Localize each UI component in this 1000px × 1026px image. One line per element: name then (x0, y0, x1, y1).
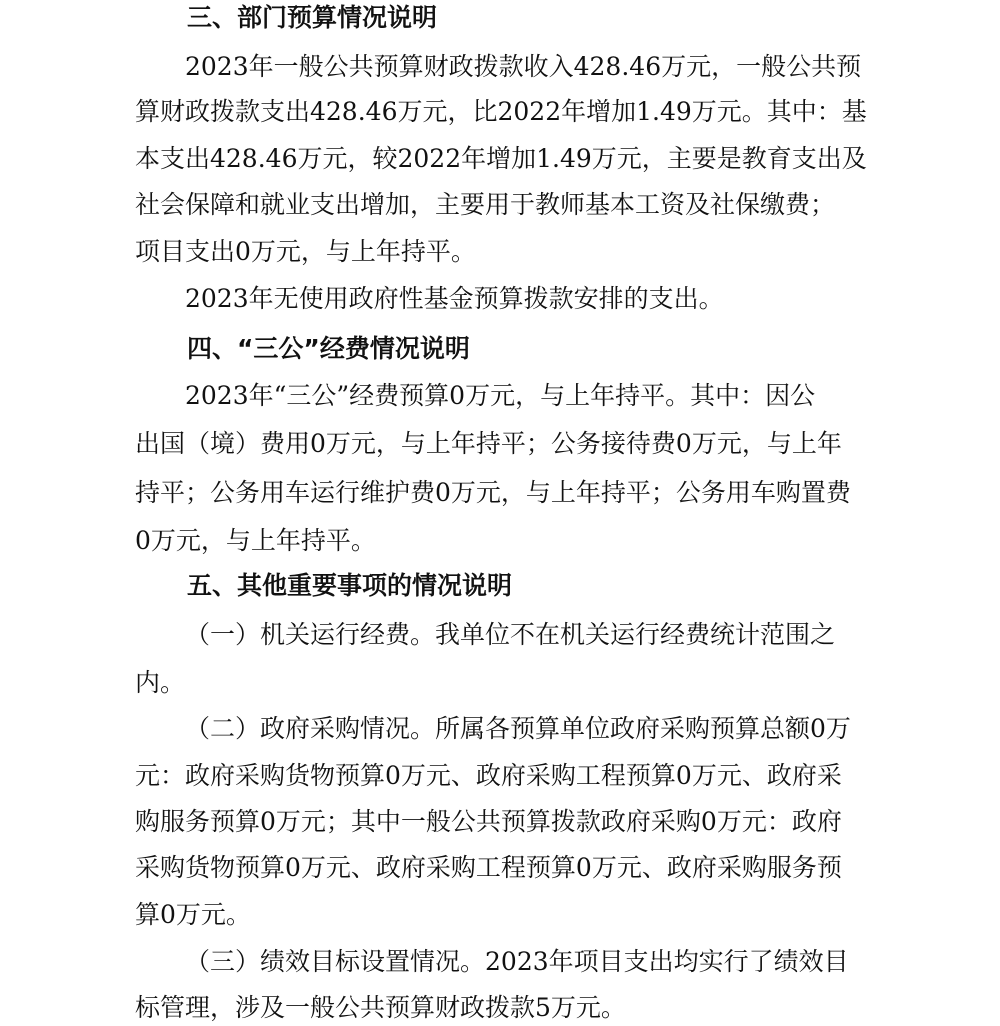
paragraph-line: （三）绩效目标设置情况。2023年项目支出均实行了绩效目 (185, 947, 849, 976)
paragraph-line: 0万元，与上年持平。 (135, 526, 376, 555)
paragraph-line: 2023年一般公共预算财政拨款收入428.46万元，一般公共预 (185, 52, 862, 81)
paragraph-line: 标管理，涉及一般公共预算财政拨款5万元。 (135, 993, 626, 1022)
paragraph-line: 元：政府采购货物预算0万元、政府采购工程预算0万元、政府采 (135, 761, 842, 790)
paragraph-line: （一）机关运行经费。我单位不在机关运行经费统计范围之 (185, 620, 836, 649)
paragraph-line: 持平；公务用车运行维护费0万元，与上年持平；公务用车购置费 (135, 478, 851, 507)
paragraph-line: 项目支出0万元，与上年持平。 (135, 237, 476, 266)
section-heading-other-matters: 五、其他重要事项的情况说明 (187, 571, 513, 600)
paragraph-line: 2023年无使用政府性基金预算拨款安排的支出。 (185, 284, 724, 313)
paragraph-line: 购服务预算0万元；其中一般公共预算拨款政府采购0万元：政府 (135, 807, 842, 836)
paragraph-line: （二）政府采购情况。所属各预算单位政府采购预算总额0万 (185, 714, 851, 743)
paragraph-line: 出国（境）费用0万元，与上年持平；公务接待费0万元，与上年 (135, 429, 842, 458)
paragraph-line: 采购货物预算0万元、政府采购工程预算0万元、政府采购服务预 (135, 853, 842, 882)
paragraph-line: 2023年“三公”经费预算0万元，与上年持平。其中：因公 (185, 381, 816, 410)
paragraph-line: 算财政拨款支出428.46万元，比2022年增加1.49万元。其中：基 (135, 97, 867, 126)
section-heading-budget: 三、部门预算情况说明 (187, 3, 438, 32)
paragraph-line: 本支出428.46万元，较2022年增加1.49万元，主要是教育支出及 (135, 144, 867, 173)
section-heading-three-public: 四、“三公”经费情况说明 (187, 334, 470, 363)
paragraph-line: 内。 (135, 668, 186, 697)
paragraph-line: 社会保障和就业支出增加，主要用于教师基本工资及社保缴费； (135, 190, 836, 219)
paragraph-line: 算0万元。 (135, 900, 251, 929)
